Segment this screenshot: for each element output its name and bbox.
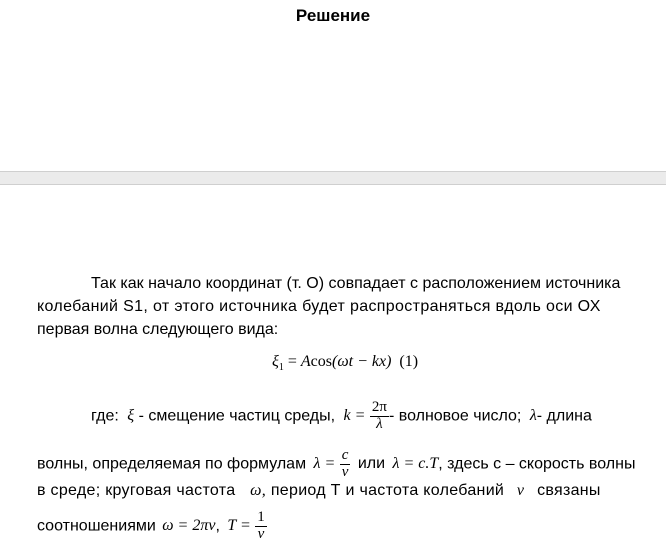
related-word: связаны [537,482,601,499]
xi-description: - смещение частиц среды, [138,407,336,425]
lambda-formula-1-lhs: λ = [313,455,336,473]
comma: , [215,517,220,535]
formulas-rest: , здесь с – скорость волны [438,455,636,473]
xi-symbol-inline: ξ [127,407,135,425]
equation-number: (1) [399,353,419,370]
paragraph-2-line [91,400,592,433]
lambda-symbol-inline: λ [529,407,537,425]
lambda-formula-1-denominator: ν [341,463,349,480]
relations-intro: соотношениями [37,517,156,535]
paragraph-4-line [37,482,601,500]
wavenumber-description: - волновое число; [388,407,522,425]
equals-sign: = [283,353,301,370]
wavenumber-denominator: λ [376,415,383,432]
omega-relation: ω = 2πν [162,517,216,535]
page-break-separator [0,171,666,185]
xi-symbol: ξ [272,353,279,370]
paragraph-1-line-2: колебаний S1, от этого источника будет распространяться вдоль оси ОХ [37,298,601,315]
amplitude-symbol: A [300,353,311,370]
formulas-intro: волны, определяемая по формулам [37,455,307,473]
lambda-description: - длина [536,407,592,425]
circular-frequency-intro: в среде; круговая частота [37,482,236,499]
paragraph-1-line-1: Так как начало координат (т. О) совпадает с расположением источника [91,275,621,292]
xi-subscript: 1 [278,362,284,374]
lambda-formula-2: λ = c.T [392,455,439,473]
period-denominator: ν [257,525,265,542]
period-fraction [255,510,267,543]
wavenumber-numerator: 2π [371,399,387,415]
lambda-formula-1-numerator: c [341,447,349,463]
omega-symbol: ω, [250,482,267,499]
period-lhs: T = [227,517,251,535]
wavenumber-fraction [370,400,389,433]
lambda-formula-1-fraction [340,448,351,481]
k-lhs: k = [343,407,366,425]
cos-argument: (ωt − kx) [332,353,392,370]
paragraph-5-line [37,510,267,543]
or-word: или [357,455,386,473]
nu-symbol: ν [516,482,525,499]
paragraph-3-line [37,448,635,481]
where-label: где: [91,407,119,425]
paragraph-1-line-3: первая волна следующего вида: [37,321,279,338]
equation-1 [272,353,418,373]
section-heading: Решение [295,6,371,25]
period-frequency-text: период Т и частота колебаний [270,482,505,499]
cos-function: cos [310,353,332,370]
period-numerator: 1 [257,509,265,525]
